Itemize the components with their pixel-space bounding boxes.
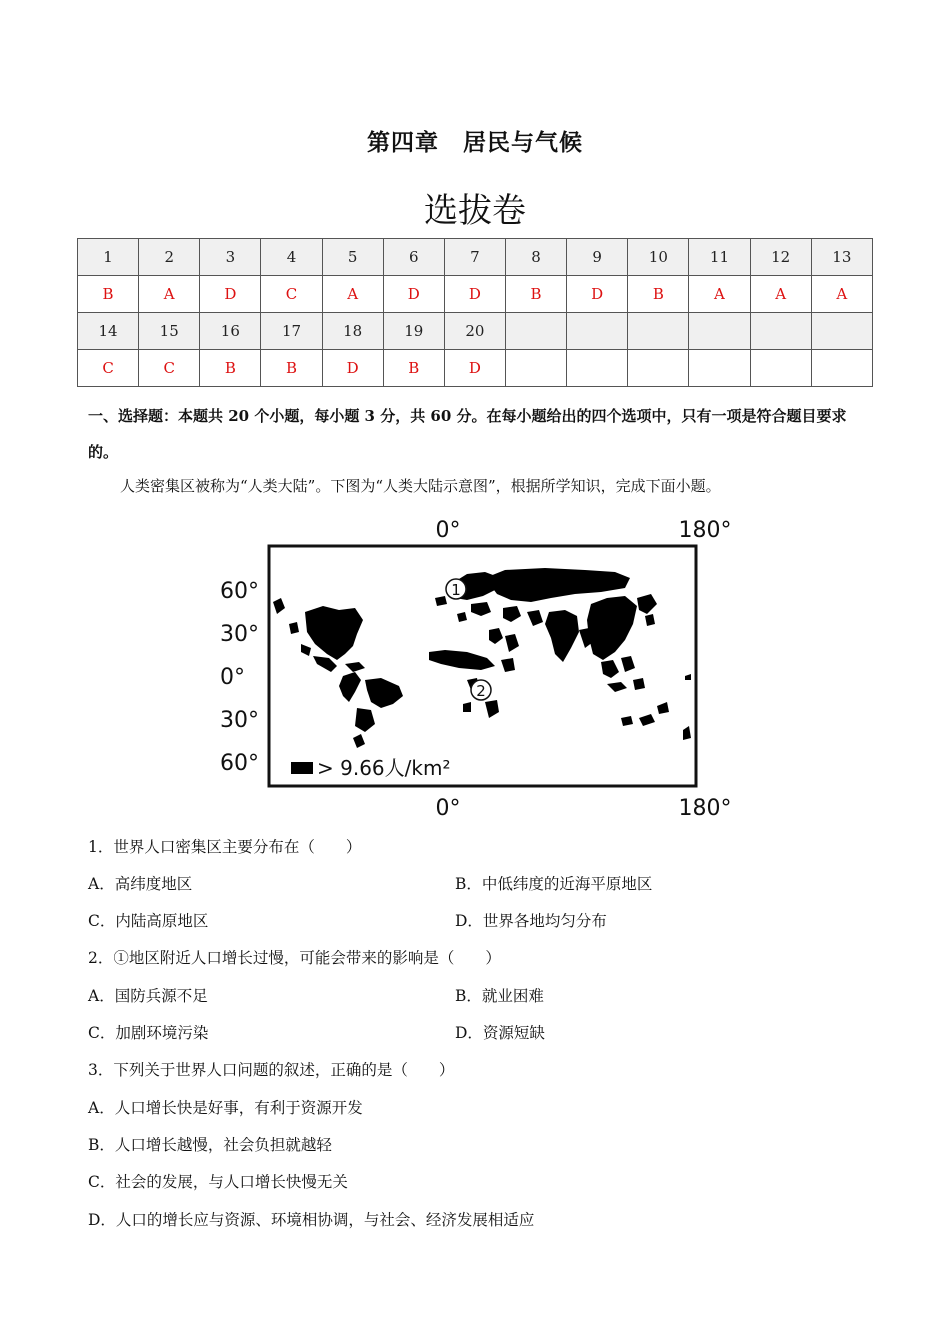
question-number: 19 bbox=[383, 313, 444, 350]
question-stem: 1．世界人口密集区主要分布在（ ） bbox=[88, 838, 362, 856]
legend-swatch bbox=[291, 762, 313, 774]
population-map-svg bbox=[205, 512, 745, 822]
answer-key: B bbox=[505, 276, 566, 313]
answer-key: D bbox=[444, 350, 505, 387]
question-number: 4 bbox=[261, 239, 322, 276]
empty-cell bbox=[811, 350, 872, 387]
option: D．世界各地均匀分布 bbox=[455, 912, 607, 930]
chapter-title: 第四章 居民与气候 bbox=[367, 129, 583, 156]
empty-cell bbox=[811, 313, 872, 350]
answer-key: A bbox=[811, 276, 872, 313]
empty-cell bbox=[567, 350, 628, 387]
option: C．内陆高原地区 bbox=[88, 912, 209, 930]
question-number: 3 bbox=[200, 239, 261, 276]
option: B．人口增长越慢，社会负担就越轻 bbox=[88, 1136, 332, 1154]
empty-cell bbox=[628, 350, 689, 387]
lat-label: 60° bbox=[220, 579, 259, 604]
lat-label: 60° bbox=[220, 751, 259, 776]
option: A．高纬度地区 bbox=[88, 875, 193, 893]
bottom-label-180: 180° bbox=[678, 796, 732, 821]
answer-key: B bbox=[261, 350, 322, 387]
question-number: 17 bbox=[261, 313, 322, 350]
answer-table bbox=[77, 238, 873, 387]
question-number: 10 bbox=[628, 239, 689, 276]
question-number: 14 bbox=[78, 313, 139, 350]
answer-key: C bbox=[261, 276, 322, 313]
option: C．加剧环境污染 bbox=[88, 1024, 209, 1042]
option: D．人口的增长应与资源、环境相协调，与社会、经济发展相适应 bbox=[88, 1211, 535, 1229]
answer-key: B bbox=[200, 350, 261, 387]
top-label-0: 0° bbox=[435, 518, 461, 543]
question-stem: 3．下列关于世界人口问题的叙述，正确的是（ ） bbox=[88, 1061, 455, 1079]
answer-key: A bbox=[139, 276, 200, 313]
answer-row-keys-2 bbox=[78, 350, 873, 387]
question-stem: 2．①地区附近人口增长过慢，可能会带来的影响是（ ） bbox=[88, 949, 501, 967]
option: C．社会的发展，与人口增长快慢无关 bbox=[88, 1173, 348, 1191]
empty-cell bbox=[750, 313, 811, 350]
intro-text: 人类密集区被称为“人类大陆”。下图为“人类大陆示意图”，根据所学知识，完成下面小题。 bbox=[120, 477, 721, 495]
question-number: 13 bbox=[811, 239, 872, 276]
answer-key: A bbox=[689, 276, 750, 313]
legend-label: > 9.66人/km² bbox=[317, 756, 451, 780]
answer-key: D bbox=[444, 276, 505, 313]
empty-cell bbox=[567, 313, 628, 350]
answer-key: C bbox=[78, 350, 139, 387]
population-map bbox=[205, 512, 745, 822]
answer-key: B bbox=[383, 350, 444, 387]
answer-key: A bbox=[750, 276, 811, 313]
question-number: 6 bbox=[383, 239, 444, 276]
question-number: 9 bbox=[567, 239, 628, 276]
section-heading: 一、选择题：本题共 20 个小题，每小题 3 分，共 60 分。在每小题给出的四个选项中，只有一项是符合题目要求的。 bbox=[88, 407, 847, 461]
answer-key: D bbox=[383, 276, 444, 313]
question-number: 15 bbox=[139, 313, 200, 350]
answer-row-numbers-1 bbox=[78, 239, 873, 276]
lat-label: 30° bbox=[220, 622, 259, 647]
option: D．资源短缺 bbox=[455, 1024, 545, 1042]
marker-2: 2 bbox=[476, 682, 486, 700]
answer-key: D bbox=[200, 276, 261, 313]
empty-cell bbox=[689, 350, 750, 387]
top-label-180: 180° bbox=[678, 518, 732, 543]
question-number: 5 bbox=[322, 239, 383, 276]
answer-row-numbers-2 bbox=[78, 313, 873, 350]
answer-key: C bbox=[139, 350, 200, 387]
answer-key: B bbox=[628, 276, 689, 313]
answer-key: D bbox=[567, 276, 628, 313]
lat-label: 30° bbox=[220, 708, 259, 733]
marker-1: 1 bbox=[451, 581, 461, 599]
answer-key: D bbox=[322, 350, 383, 387]
question-number: 20 bbox=[444, 313, 505, 350]
empty-cell bbox=[750, 350, 811, 387]
question-number: 8 bbox=[505, 239, 566, 276]
option: B．就业困难 bbox=[455, 987, 544, 1005]
answer-row-keys-1 bbox=[78, 276, 873, 313]
empty-cell bbox=[505, 350, 566, 387]
empty-cell bbox=[505, 313, 566, 350]
option: B．中低纬度的近海平原地区 bbox=[455, 875, 653, 893]
option: A．人口增长快是好事，有利于资源开发 bbox=[88, 1099, 363, 1117]
question-number: 12 bbox=[750, 239, 811, 276]
lat-label: 0° bbox=[220, 665, 245, 690]
empty-cell bbox=[628, 313, 689, 350]
answer-key: A bbox=[322, 276, 383, 313]
empty-cell bbox=[689, 313, 750, 350]
question-number: 11 bbox=[689, 239, 750, 276]
option: A．国防兵源不足 bbox=[88, 987, 208, 1005]
paper-type-title: 选拔卷 bbox=[424, 191, 526, 231]
question-number: 1 bbox=[78, 239, 139, 276]
question-number: 7 bbox=[444, 239, 505, 276]
bottom-label-0: 0° bbox=[435, 796, 461, 821]
question-number: 18 bbox=[322, 313, 383, 350]
answer-key: B bbox=[78, 276, 139, 313]
question-number: 2 bbox=[139, 239, 200, 276]
question-number: 16 bbox=[200, 313, 261, 350]
